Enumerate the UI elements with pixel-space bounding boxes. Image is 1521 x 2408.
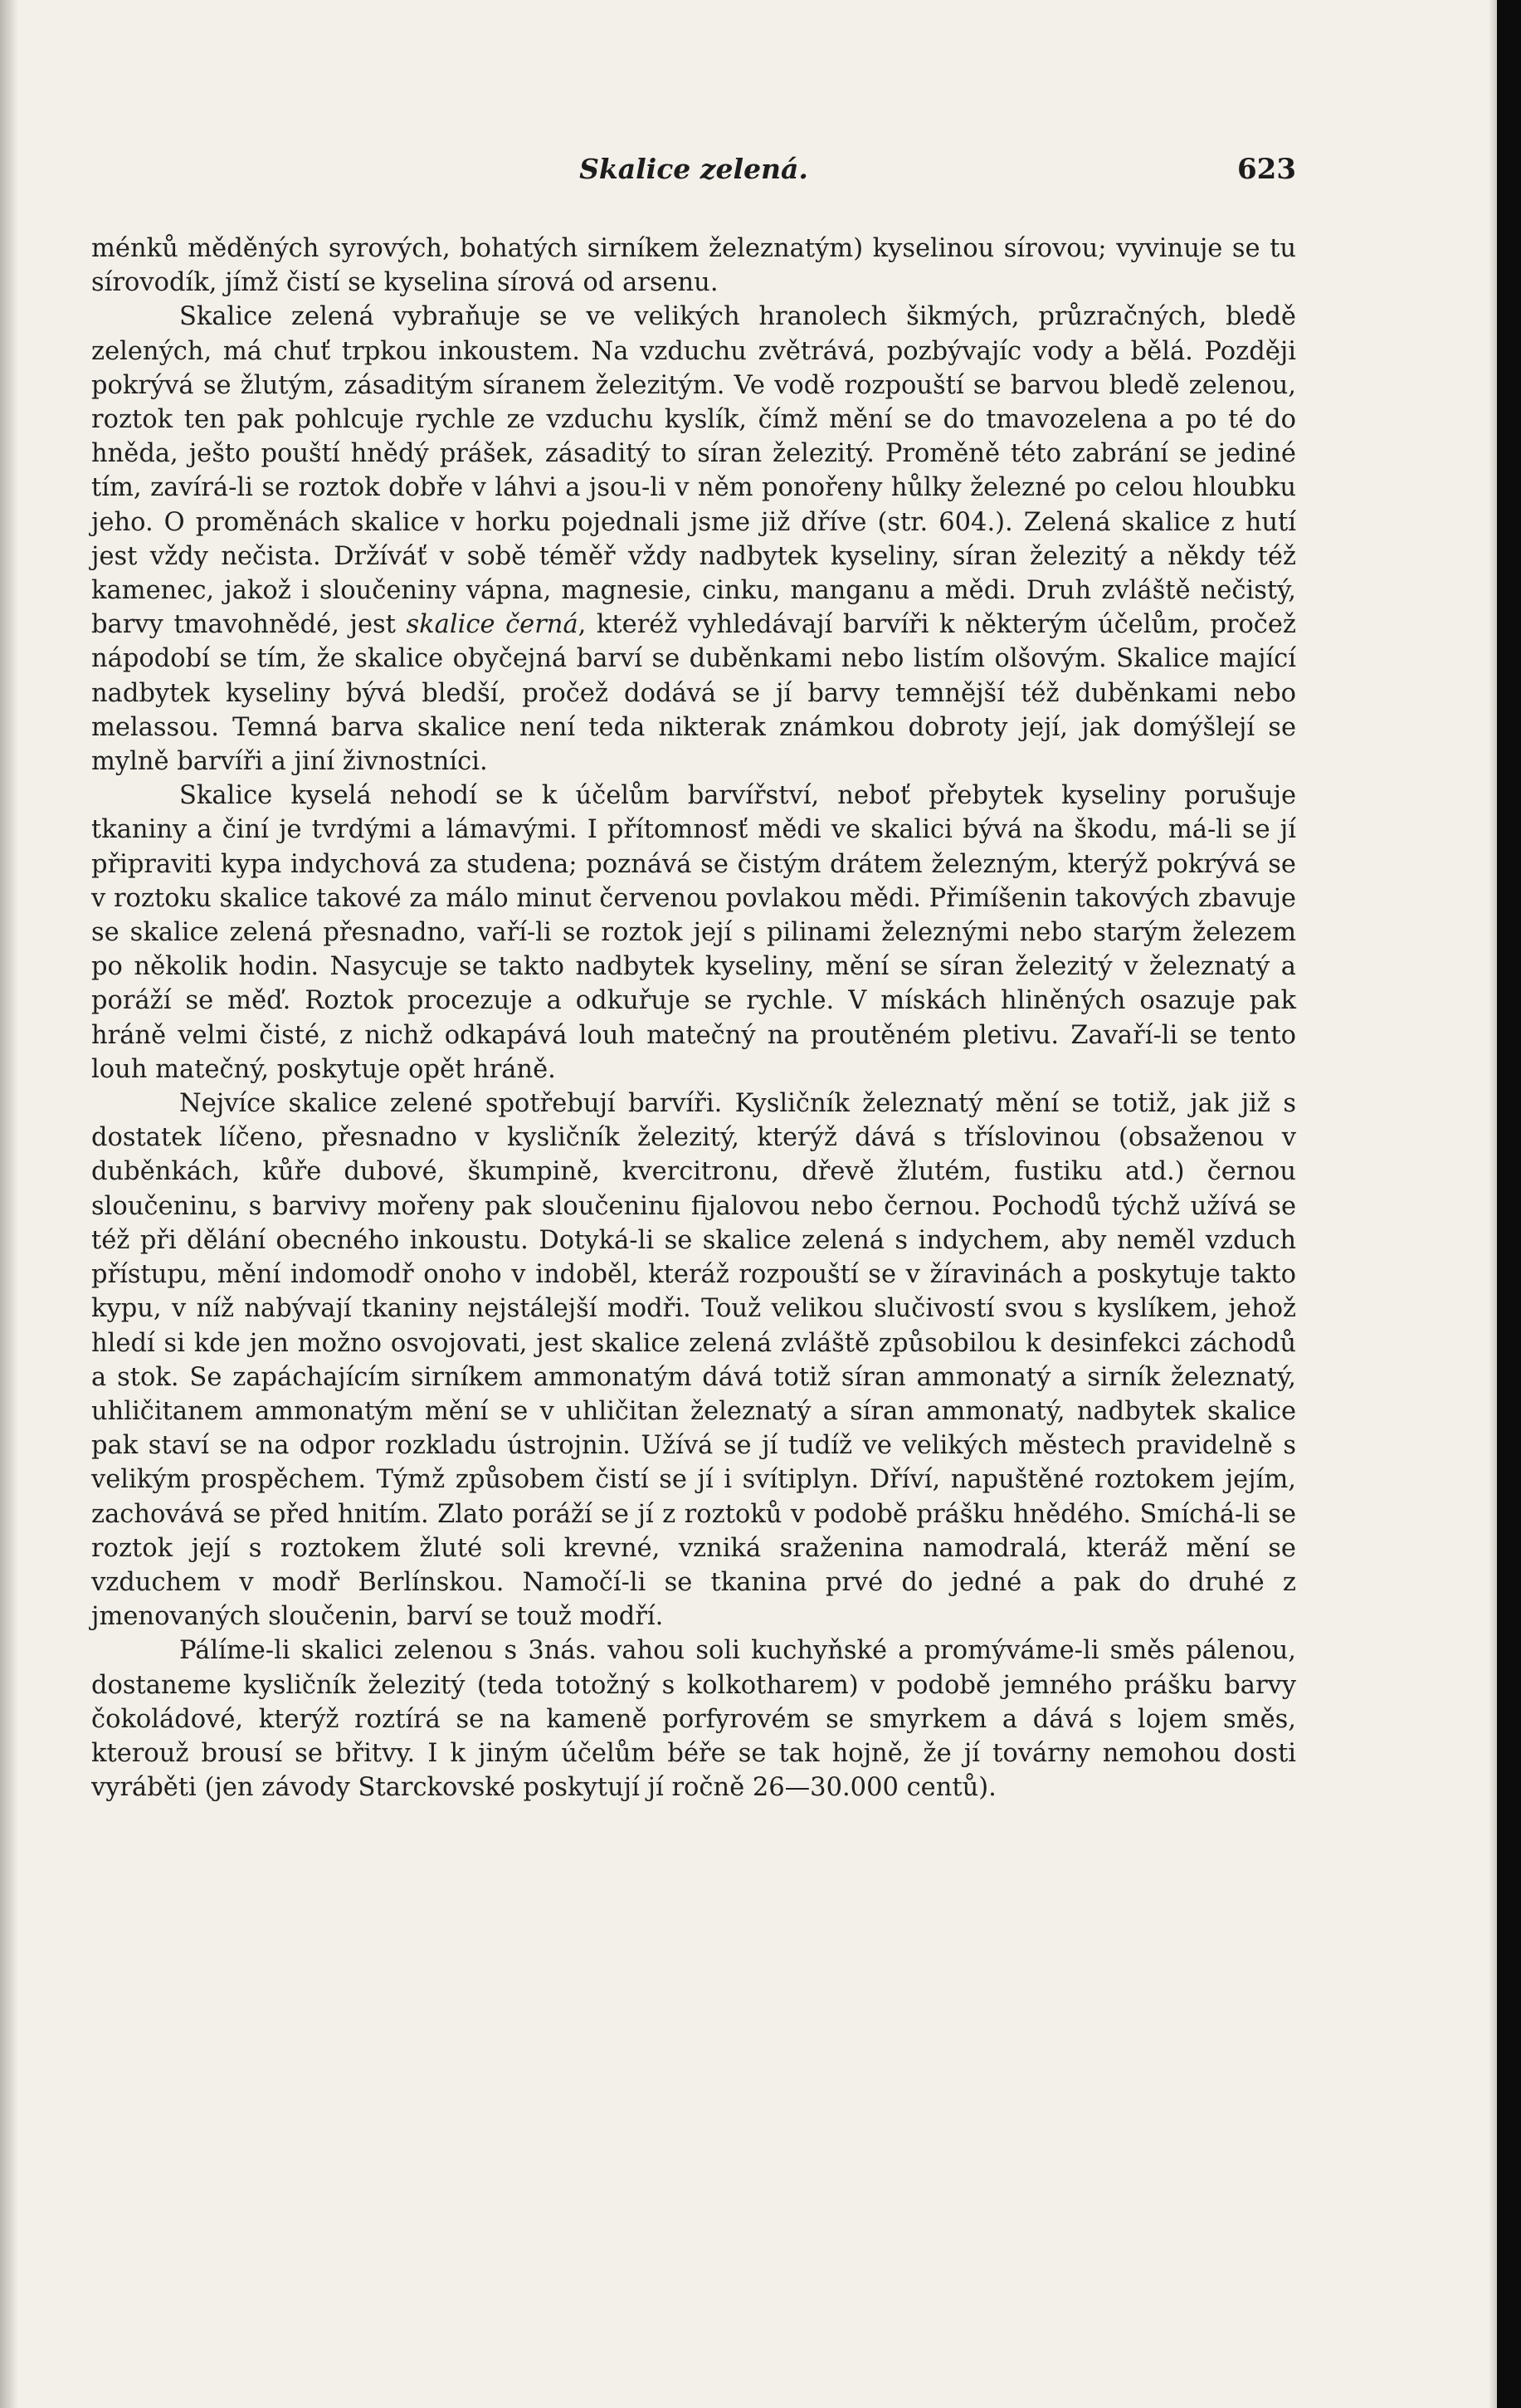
text-run: Skalice kyselá nehodí se k účelům barvířství, neboť přebytek kyseliny porušuje tkaniny a činí je tvrdými a lámavými. I přítomnosť mědi ve skalici bývá na škodu, má-li se jí připraviti kypa indychová za studena; poznává se čistým drátem železným, kterýž pokrývá se v roztoku skalice takové za málo minut červenou povlakou mědi. Přimíšenin takových zbavuje se skalice zelená přesnadno, vaří-li se roztok její s pilinami železnými nebo starým železem po několik hodin. Nasycuje se takto nadbytek kyseliny, mění se síran železitý v železnatý a poráží se měď. Roztok procezuje a odkuřuje se rychle. V mískách hliněných osazuje pak hráně velmi čisté, z nichž odkapává louh matečný na proutěném pletivu. Zavaří-li se tento louh matečný, poskytuje opět hráně. bbox=[91, 781, 1296, 1084]
body-text bbox=[91, 232, 1296, 1805]
text-run: Nejvíce skalice zelené spotřebují barvíři. Kysličník železnatý mění se totiž, jak již s dostatek líčeno, přesnadno v kysličník železitý, kterýž dává s tříslovinou (obsaženou v duběnkách, kůře dubové, škumpině, kvercitronu, dřevě žlutém, fustiku atd.) černou sloučeninu, s barvivy mořeny pak sloučeninu fijalovou nebo černou. Pochodů týchž užívá se též při dělání obecného inkoustu. Dotyká-li se skalice zelená s indychem, aby neměl vzduch přístupu, mění indomodř onoho v indoběl, kteráž rozpouští se v žíravinách a poskytuje takto kypu, v níž nabývají tkaniny nejstálejší modři. Touž velikou slučivostí svou s kyslíkem, jehož hledí si kde jen možno osvojovati, jest skalice zelená zvláště způsobilou k desinfekci záchodů a stok. Se zapáchajícím sirníkem ammonatým dává totiž síran ammonatý a sirník železnatý, uhličitanem ammonatým mění se v uhličitan železnatý a síran ammonatý, nadbytek skalice pak staví se na odpor rozkladu ústrojnin. Užívá se jí tudíž ve velikých městech pravidelně s velikým prospěchem. Týmž způsobem čistí se jí i svítiplyn. Dříví, napuštěné roztokem jejím, zachovává se před hnitím. Zlato poráží se jí z roztoků v podobě prášku hnědého. Smíchá-li se roztok její s roztokem žluté soli krevné, vzniká sraženina namodralá, kteráž mění se vzduchem v modř Berlínskou. Namočí-li se tkanina prvé do jedné a pak do druhé z jmenovaných sloučenin, barví se touž modří. bbox=[91, 1089, 1296, 1632]
binding-shadow bbox=[0, 0, 18, 2408]
text-run: , kteréž vyhledávají barvíři k některým účelům, pročež nápodobí se tím, že skalice obyčejná barví se duběnkami nebo listím olšovým. Skalice mající nadbytek kyseliny bývá bledší, pročež dodává se jí barvy temnější též duběnkami nebo melassou. Temná barva skalice není teda nikterak známkou dobroty její, jak domýšlejí se mylně barvíři a jiní živnostníci. bbox=[91, 610, 1297, 777]
text-run: Skalice zelená vybraňuje se ve velikých hranolech šikmých, průzračných, bledě zelených, má chuť trpkou inkoustem. Na vzduchu zvětrává, pozbývajíc vody a bělá. Později pokrývá se žlutým, zásaditým síranem železitým. Ve vodě rozpouští se barvou bledě zelenou, roztok ten pak pohlcuje rychle ze vzduchu kyslík, čímž mění se do tmavozelena a po té do hněda, ješto pouští hnědý prášek, zásaditý to síran železitý. Proměně této zabrání se jediné tím, zavírá-li se roztok dobře v láhvi a jsou-li v něm ponořeny hůlky železné po celou hloubku jeho. O proměnách skalice v horku pojednali jsme již dříve (str. 604.). Zelená skalice z hutí jest vždy nečista. Držíváť v sobě téměř vždy nadbytek kyseliny, síran železitý a někdy též kamenec, jakož i sloučeniny vápna, magnesie, cinku, manganu a mědi. Druh zvláště nečistý, barvy tmavohnědé, jest bbox=[91, 302, 1296, 640]
text-run: Pálíme-li skalici zelenou s 3nás. vahou soli kuchyňské a promýváme-li směs pálenou, dostaneme kysličník železitý (teda totožný s kolkotharem) v podobě jemného prášku barvy čokoládové, kterýž roztírá se na kameně porfyrovém se smyrkem a dává s lojem směs, kterouž brousí se břitvy. I k jiným účelům béře se tak hojně, že jí továrny nemohou dosti vyráběti (jen závody Starckovské poskytují jí ročně 26—30.000 centů). bbox=[91, 1636, 1296, 1803]
paragraph-uses bbox=[91, 1087, 1296, 1634]
text-run: ménků měděných syrových, bohatých sirníkem železnatým) kyselinou sírovou; vyvinuje se tu sírovodík, jímž čistí se kyselina sírová od arsenu. bbox=[91, 234, 1296, 298]
page-number: 623 bbox=[1237, 153, 1296, 186]
running-title: Skalice zelená. bbox=[579, 153, 808, 185]
paragraph-acidic-skalice bbox=[91, 779, 1296, 1087]
paragraph-properties bbox=[91, 300, 1296, 779]
italic-term: skalice černá bbox=[406, 610, 578, 640]
page-edge-shadow bbox=[1489, 0, 1497, 2408]
paragraph-calcination bbox=[91, 1634, 1296, 1805]
paragraph-continuation bbox=[91, 232, 1296, 300]
page-header bbox=[91, 153, 1296, 196]
